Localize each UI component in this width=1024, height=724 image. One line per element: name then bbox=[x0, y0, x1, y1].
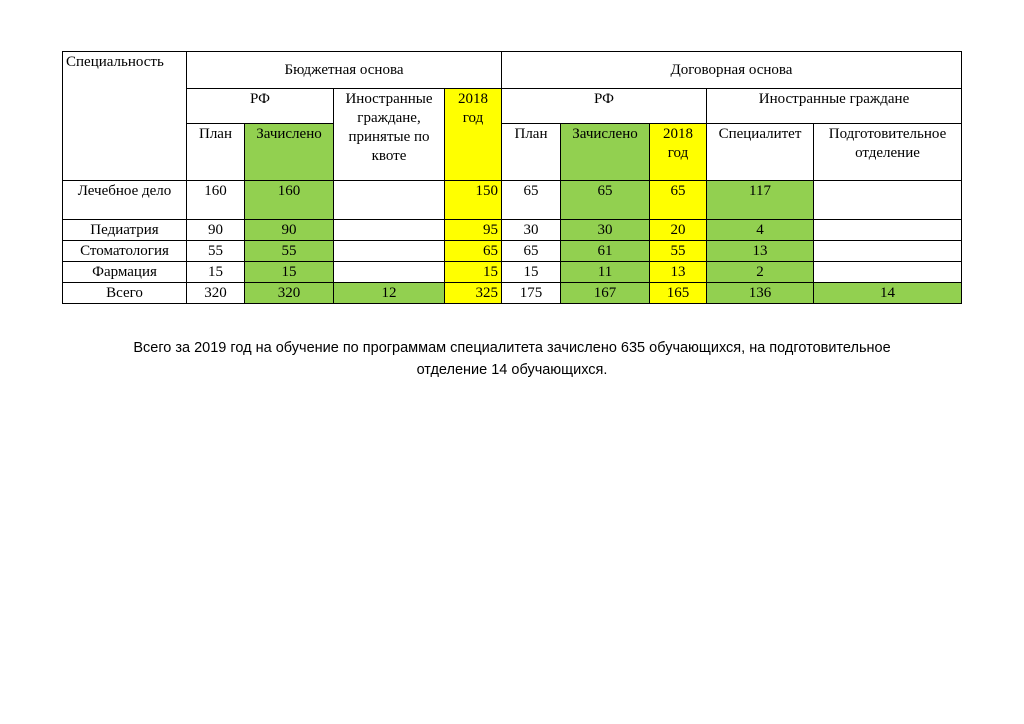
header-foreign-quota: Иностранные граждане, принятые по квоте bbox=[334, 89, 445, 181]
header-specialty: Специальность bbox=[63, 52, 187, 181]
header-budget: Бюджетная основа bbox=[187, 52, 502, 89]
header-contract-plan: План bbox=[502, 124, 561, 181]
budget-plan: 320 bbox=[187, 283, 245, 304]
header-budget-rf: РФ bbox=[187, 89, 334, 124]
header-preparatory: Подготовительное отделение bbox=[814, 124, 962, 181]
row-name: Педиатрия bbox=[63, 220, 187, 241]
contract-plan: 30 bbox=[502, 220, 561, 241]
contract-2018: 55 bbox=[650, 241, 707, 262]
table-row bbox=[63, 241, 962, 262]
budget-plan: 55 bbox=[187, 241, 245, 262]
table-row bbox=[63, 262, 962, 283]
budget-2018: 15 bbox=[445, 262, 502, 283]
contract-enrolled: 61 bbox=[561, 241, 650, 262]
header-contract: Договорная основа bbox=[502, 52, 962, 89]
contract-preparatory bbox=[814, 220, 962, 241]
header-contract-rf: РФ bbox=[502, 89, 707, 124]
budget-enrolled: 90 bbox=[245, 220, 334, 241]
budget-2018: 150 bbox=[445, 181, 502, 220]
budget-plan: 90 bbox=[187, 220, 245, 241]
budget-plan: 15 bbox=[187, 262, 245, 283]
contract-2018: 13 bbox=[650, 262, 707, 283]
contract-2018: 165 bbox=[650, 283, 707, 304]
row-name: Фармация bbox=[63, 262, 187, 283]
contract-enrolled: 167 bbox=[561, 283, 650, 304]
summary-text bbox=[62, 337, 962, 381]
table-row-total bbox=[63, 283, 962, 304]
contract-plan: 65 bbox=[502, 181, 561, 220]
header-budget-plan: План bbox=[187, 124, 245, 181]
contract-2018: 20 bbox=[650, 220, 707, 241]
budget-enrolled: 320 bbox=[245, 283, 334, 304]
contract-preparatory: 14 bbox=[814, 283, 962, 304]
summary-line-1: Всего за 2019 год на обучение по программам специалитета зачислено 635 обучающихся, на подготовительное bbox=[133, 340, 891, 356]
contract-specialty: 136 bbox=[707, 283, 814, 304]
contract-enrolled: 65 bbox=[561, 181, 650, 220]
budget-quota bbox=[334, 181, 445, 220]
header-budget-2018: 2018 год bbox=[445, 89, 502, 181]
contract-plan: 175 bbox=[502, 283, 561, 304]
contract-plan: 15 bbox=[502, 262, 561, 283]
budget-2018: 325 bbox=[445, 283, 502, 304]
budget-2018: 95 bbox=[445, 220, 502, 241]
contract-2018: 65 bbox=[650, 181, 707, 220]
budget-quota: 12 bbox=[334, 283, 445, 304]
contract-specialty: 13 bbox=[707, 241, 814, 262]
budget-quota bbox=[334, 241, 445, 262]
table-row bbox=[63, 181, 962, 220]
row-name: Стоматология bbox=[63, 241, 187, 262]
header-contract-enrolled: Зачислено bbox=[561, 124, 650, 181]
header-contract-2018: 2018 год bbox=[650, 124, 707, 181]
budget-enrolled: 55 bbox=[245, 241, 334, 262]
row-name: Лечебное дело bbox=[63, 181, 187, 220]
contract-specialty: 4 bbox=[707, 220, 814, 241]
budget-quota bbox=[334, 262, 445, 283]
contract-preparatory bbox=[814, 262, 962, 283]
contract-preparatory bbox=[814, 241, 962, 262]
contract-specialty: 2 bbox=[707, 262, 814, 283]
budget-2018: 65 bbox=[445, 241, 502, 262]
header-specialty-program: Специалитет bbox=[707, 124, 814, 181]
budget-quota bbox=[334, 220, 445, 241]
enrollment-table bbox=[62, 51, 962, 304]
contract-plan: 65 bbox=[502, 241, 561, 262]
table-row bbox=[63, 220, 962, 241]
row-name: Всего bbox=[63, 283, 187, 304]
budget-enrolled: 15 bbox=[245, 262, 334, 283]
budget-enrolled: 160 bbox=[245, 181, 334, 220]
header-budget-enrolled: Зачислено bbox=[245, 124, 334, 181]
contract-preparatory bbox=[814, 181, 962, 220]
summary-line-2: отделение 14 обучающихся. bbox=[416, 362, 608, 378]
contract-specialty: 117 bbox=[707, 181, 814, 220]
contract-enrolled: 11 bbox=[561, 262, 650, 283]
budget-plan: 160 bbox=[187, 181, 245, 220]
header-foreign-citizens: Иностранные граждане bbox=[707, 89, 962, 124]
contract-enrolled: 30 bbox=[561, 220, 650, 241]
